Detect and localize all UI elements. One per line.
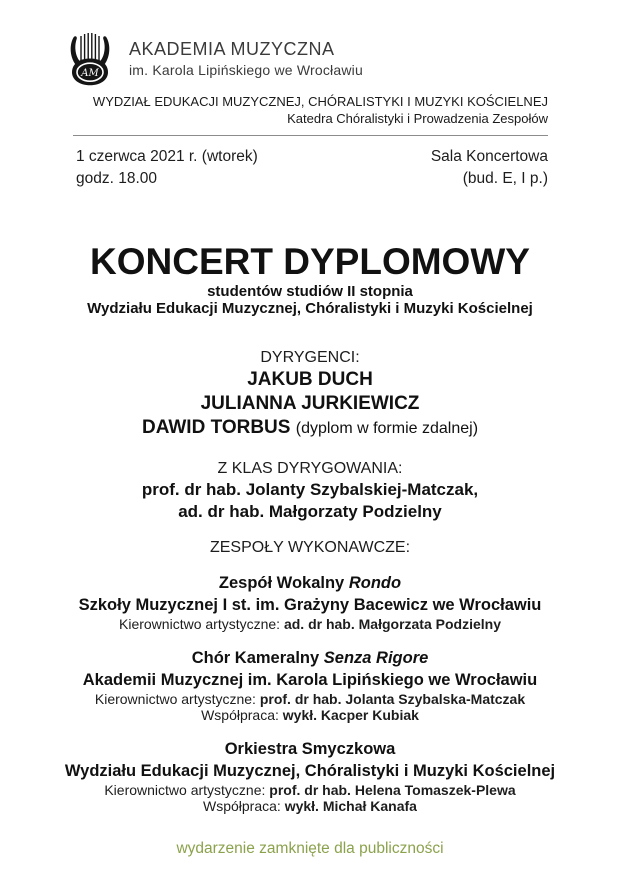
artistic-direction-line: Kierownictwo artystyczne: ad. dr hab. Małgorzata Podzielny [119,616,501,632]
ensembles-heading: ZESPOŁY WYKONAWCZE: [209,539,411,556]
artistic-direction-line: Kierownictwo artystyczne: prof. dr hab. Jolanta Szybalska-Matczak [94,690,526,707]
ensemble-name-italic: Rondo [348,574,402,592]
ensemble-group-orchestra [0,738,620,815]
department-line-2: Katedra Chóralistyki i Prowadzenia Zespołów [287,111,548,126]
ensemble-group-senza-rigore [0,647,620,724]
venue-detail: (bud. E, I p.) [462,170,548,187]
department-line-1: WYDZIAŁ EDUKACJI MUZYCZNEJ, CHÓRALISTYKI I MUZYKI KOŚCIELNEJ [92,94,548,109]
conducting-classes-section [0,458,620,523]
logo-row [64,30,620,86]
ensemble-name: Chór Kameralny Senza Rigore [191,648,429,667]
conductor-name: JULIANNA JURKIEWICZ [200,393,420,414]
lyre-logo-icon [64,30,116,86]
event-venue [431,146,548,190]
title-block [0,240,620,317]
academy-header [0,30,620,136]
org-names [129,38,363,79]
concert-subtitle-1: studentów studiów II stopnia [207,283,413,300]
ensemble-affiliation: Szkoły Muzycznej I st. im. Grażyny Bacewicz we Wrocławiu [78,596,542,614]
ensemble-name-italic: Senza Rigore [323,648,429,667]
logo-monogram: AM [81,68,99,79]
conductor-name: JAKUB DUCH [247,369,373,390]
artistic-direction-line: Kierownictwo artystyczne: prof. dr hab. Helena Tomaszek-Plewa [104,781,516,798]
org-name: AKADEMIA MUZYCZNA [129,38,335,59]
ensemble-name: Orkiestra Smyczkowa [224,739,396,758]
collaboration-line: Współpraca: wykł. Kacper Kubiak [201,707,419,723]
event-info [76,146,548,190]
remote-diploma-note: (dyplom w formie zdalnej) [295,420,479,437]
conductors-heading: DYRYGENCI: [260,349,360,366]
concert-title: KONCERT DYPLOMOWY [90,241,530,282]
event-time: godz. 18.00 [76,170,158,187]
ensemble-name: Zespół Wokalny Rondo [218,574,402,592]
venue-name: Sala Koncertowa [430,148,548,165]
header-divider [73,135,548,136]
event-date-time [76,146,258,190]
teacher-name: ad. dr hab. Małgorzaty Podzielny [178,502,442,521]
ensemble-affiliation: Akademii Muzycznej im. Karola Lipińskiego we Wrocławiu [82,670,538,689]
conductors-section [0,347,620,441]
conductor-name: DAWID TORBUS (dyplom w formie zdalnej) [141,417,479,438]
concert-subtitle-2: Wydziału Edukacji Muzycznej, Chóralistyki i Muzyki Kościelnej [87,300,533,317]
ensemble-group-rondo [0,572,620,633]
closed-event-note: wydarzenie zamknięte dla publiczności [176,839,444,857]
collaboration-line: Współpraca: wykł. Michał Kanafa [203,798,417,814]
org-subtitle: im. Karola Lipińskiego we Wrocławiu [129,61,363,78]
ensemble-affiliation: Wydziału Edukacji Muzycznej, Chóralistyki i Muzyki Kościelnej [64,761,556,780]
ensembles-section [0,537,620,815]
teacher-name: prof. dr hab. Jolanty Szybalskiej-Matczak, [141,480,479,499]
department-block [0,93,548,127]
classes-heading: Z KLAS DYRYGOWANIA: [217,460,403,477]
event-date: 1 czerwca 2021 r. (wtorek) [76,148,258,165]
